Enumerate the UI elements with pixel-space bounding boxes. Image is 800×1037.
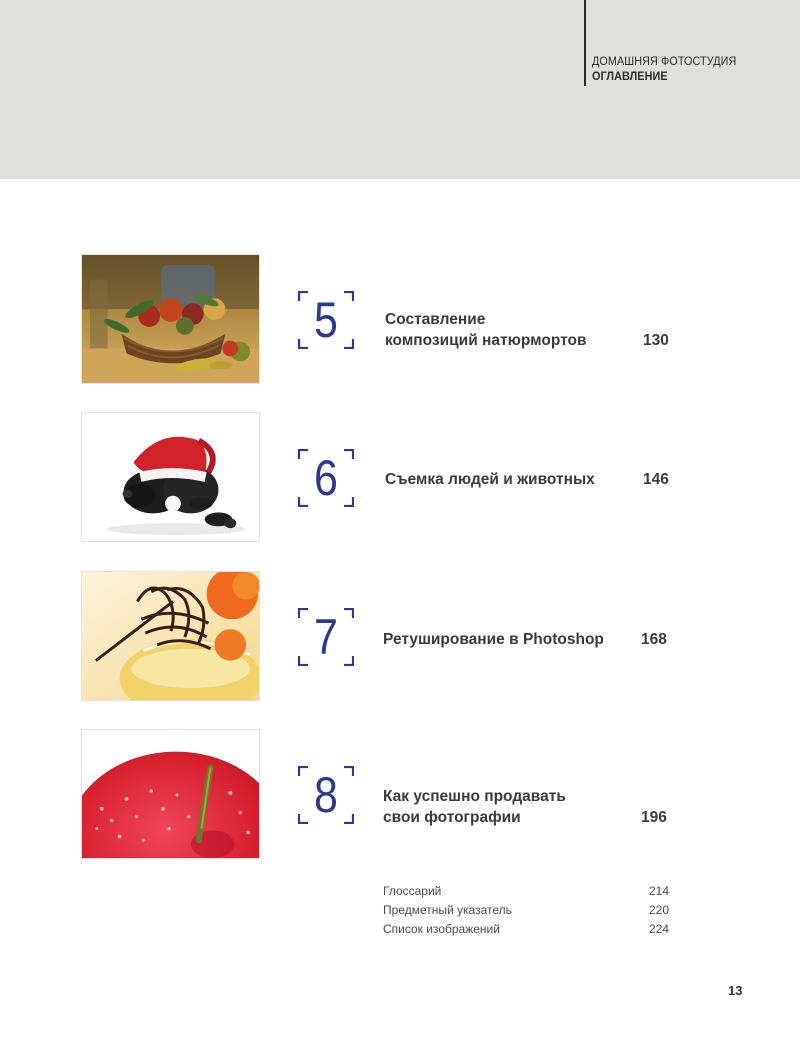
chapter-number: 6 xyxy=(314,450,338,506)
toc-entry-chapter-7[interactable] xyxy=(0,571,800,703)
back-matter-list xyxy=(383,882,669,939)
chapter-title xyxy=(383,629,604,650)
header-rule xyxy=(584,0,586,86)
chapter-number-box xyxy=(298,608,354,666)
chapter-page: 130 xyxy=(643,332,669,349)
toc-entry-chapter-5[interactable] xyxy=(0,254,800,386)
toc-entry-glossary[interactable] xyxy=(383,882,669,901)
toc-entry-chapter-8[interactable] xyxy=(0,729,800,861)
header-band xyxy=(0,0,800,179)
chapter-page: 168 xyxy=(641,631,667,648)
chapter-number: 7 xyxy=(314,609,338,665)
toc-entry-image-list[interactable] xyxy=(383,920,669,939)
chapter-number: 8 xyxy=(314,767,338,823)
chapter-title-line: свои фотографии xyxy=(383,809,521,826)
page-number: 13 xyxy=(728,983,743,998)
chapter-page: 146 xyxy=(643,471,669,488)
chapter-title-line: Съемка людей и животных xyxy=(385,471,595,488)
running-head xyxy=(592,54,752,84)
chapter-page: 196 xyxy=(641,809,667,826)
chapter-title xyxy=(385,309,587,351)
chapter-title xyxy=(383,786,566,828)
chapter-title-line: композиций натюрмортов xyxy=(385,332,587,349)
chapter-number-box xyxy=(298,291,354,349)
chocolate-dessert-photo xyxy=(81,571,260,701)
toc-entry-chapter-6[interactable] xyxy=(0,412,800,544)
entry-page: 224 xyxy=(648,922,669,936)
entry-label: Предметный указатель xyxy=(383,903,512,917)
chapter-title-line: Составление xyxy=(385,311,486,328)
chapter-number-box xyxy=(298,449,354,507)
chapter-number: 5 xyxy=(314,292,338,348)
red-apple-photo xyxy=(81,729,260,859)
entry-label: Список изображений xyxy=(383,922,500,936)
entry-page: 214 xyxy=(648,884,669,898)
entry-page: 220 xyxy=(648,903,669,917)
toc-entry-index[interactable] xyxy=(383,901,669,920)
book-title: ДОМАШНЯЯ ФОТОСТУДИЯ xyxy=(592,54,737,68)
section-title: ОГЛАВЛЕНИЕ xyxy=(592,69,668,83)
chapter-title-line: Как успешно продавать xyxy=(383,788,566,805)
fruit-basket-photo xyxy=(81,254,260,384)
chapter-title xyxy=(385,469,595,490)
puppy-in-santa-hat-photo xyxy=(81,412,260,542)
chapter-title-line: Ретуширование в Photoshop xyxy=(383,631,604,648)
chapter-number-box xyxy=(298,766,354,824)
entry-label: Глоссарий xyxy=(383,884,442,898)
